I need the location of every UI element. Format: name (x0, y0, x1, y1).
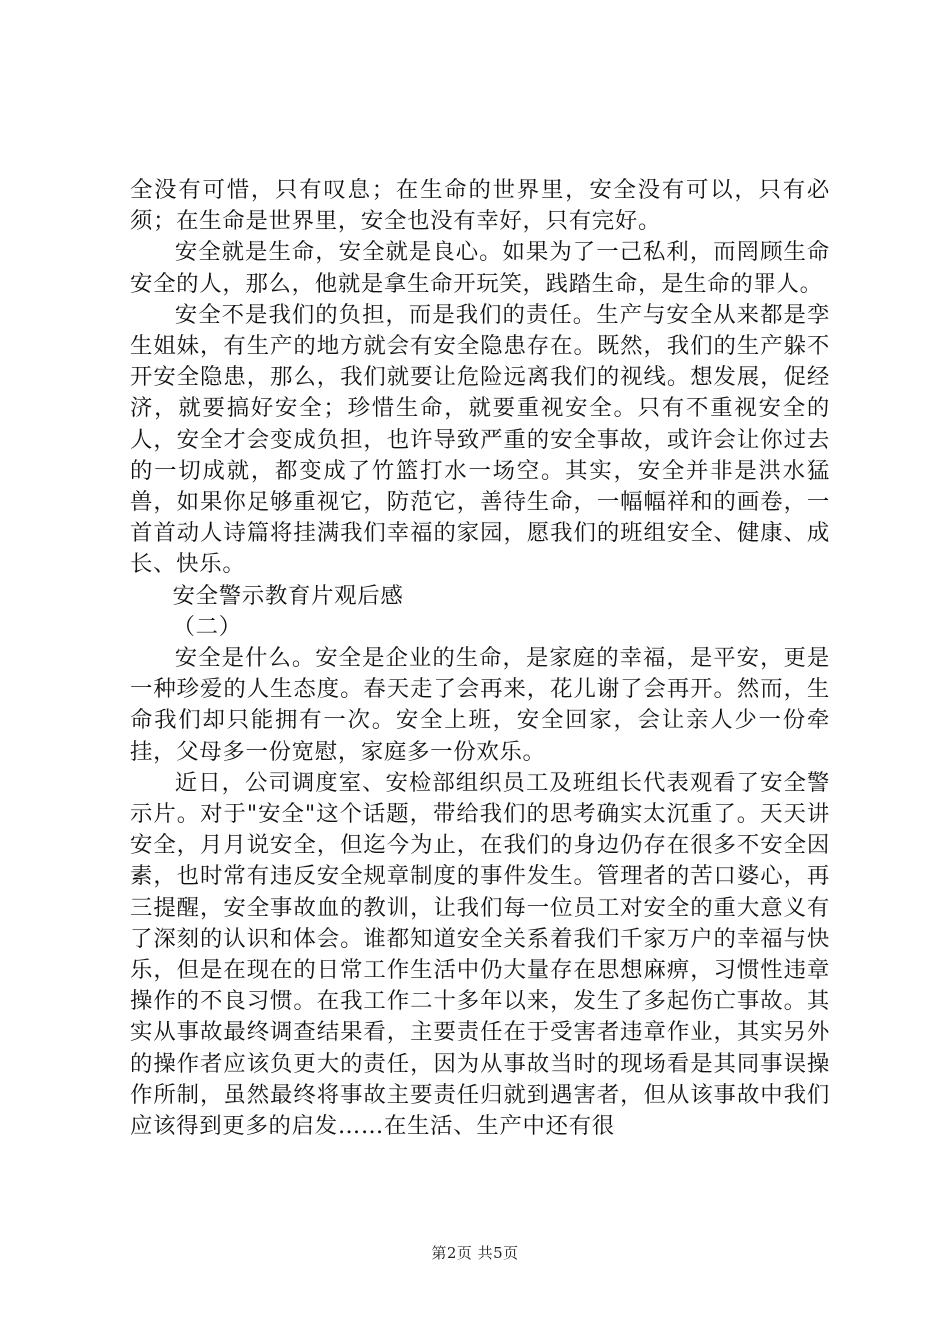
paragraph-3: 安全不是我们的负担，而是我们的责任。生产与安全从来都是孪生姐妹，有生产的地方就会有安全隐患存在。既然，我们的生产躲不开安全隐患，那么，我们就要让危险远离我们的视线。想发展，促经济，就要搞好安全；珍惜生命，就要重视安全。只有不重视安全的人，安全才会变成负担，也许导致严重的安全事故，或许会让你过去的一切成就，都变成了竹篮打水一场空。其实，安全并非是洪水猛兽，如果你足够重视它，防范它，善待生命，一幅幅祥和的画卷，一首首动人诗篇将挂满我们幸福的家园，愿我们的班组安全、健康、成长、快乐。 (130, 301, 830, 578)
paragraph-2: 安全就是生命，安全就是良心。如果为了一己私利，而罔顾生命安全的人，那么，他就是拿生命开玩笑，践踏生命，是生命的罪人。 (130, 239, 830, 297)
document-body (130, 175, 830, 1142)
paragraph-4: 安全是什么。安全是企业的生命，是家庭的幸福，是平安，更是一种珍爱的人生态度。春天走了会再来，花儿谢了会再开。然而，生命我们却只能拥有一次。安全上班，安全回家，会让亲人少一份牵挂，父母多一份宽慰，家庭多一份欢乐。 (130, 645, 830, 765)
page-footer: 第2页 共5页 (431, 1244, 519, 1262)
section-number: （二） (172, 613, 242, 640)
section-title: 安全警示教育片观后感 (172, 582, 404, 609)
paragraph-5: 近日，公司调度室、安检部组织员工及班组长代表观看了安全警示片。对于"安全"这个话题，带给我们的思考确实太沉重了。天天讲安全，月月说安全，但迄今为止，在我们的身边仍存在很多不安全因素，也时常有违反安全规章制度的事件发生。管理者的苦口婆心，再三提醒，安全事故血的教训，让我们每一位员工对安全的重大意义有了深刻的认识和体会。谁都知道安全关系着我们千家万户的幸福与快乐，但是在现在的日常工作生活中仍大量存在思想麻痹，习惯性违章操作的不良习惯。在我工作二十多年以来，发生了多起伤亡事故。其实从事故最终调查结果看，主要责任在于受害者违章作业，其实另外的操作者应该负更大的责任，因为从事故当时的现场看是其同事误操作所制，虽然最终将事故主要责任归就到遇害者，但从该事故中我们应该得到更多的启发……在生活、生产中还有很 (130, 769, 830, 1140)
paragraph-1: 全没有可惜，只有叹息；在生命的世界里，安全没有可以，只有必须；在生命是世界里，安全也没有幸好，只有完好。 (130, 177, 830, 235)
